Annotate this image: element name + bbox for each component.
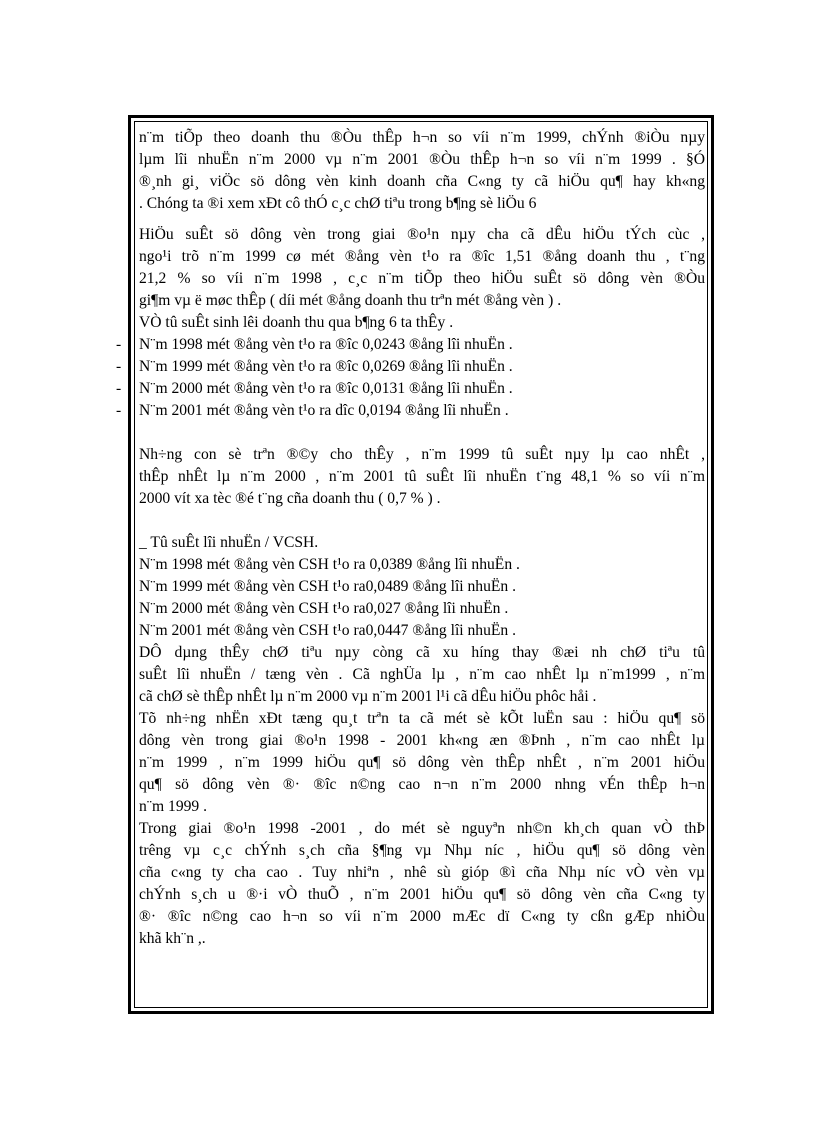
bullet-dash: - <box>116 380 122 397</box>
text-line: N¨m 1998 mét ®ång vèn CSH t¹o ra 0,0389 ®ång lîi nhuËn . <box>139 556 520 573</box>
paragraph-equity-ratio <box>139 532 705 642</box>
list-item <box>116 378 705 400</box>
list-item-text: N¨m 2001 mét ®ång vèn t¹o ra dîc 0,0194 ®ång lîi nhuËn . <box>139 402 509 419</box>
bullet-dash: - <box>116 402 122 419</box>
paragraph-capital-efficiency <box>139 224 705 312</box>
text-line: dông vèn trong giai ®o¹n 1998 - 2001 kh«ng æn ®Þnh , n¨m cao nhÊt lµ <box>139 732 705 749</box>
text-line: 21,2 % so víi n¨m 1998 , c¸c n¨m tiÕp theo hiÖu suÊt sö dông vèn ®Òu <box>139 270 705 287</box>
text-line: n¨m 1999 , n¨m 1999 hiÖu qu¶ sö dông vèn thÊp nhÊt , n¨m 2001 hiÖu <box>139 754 705 771</box>
text-line: lµm lîi nhuËn n¨m 2000 vµ n¨m 2001 ®Òu thÊp h¬n so víi n¨m 1999 . §Ó <box>139 151 705 168</box>
list-item <box>116 334 705 356</box>
text-line: n¨m tiÕp theo doanh thu ®Òu thÊp h¬n so víi n¨m 1999, chÝnh ®iÒu nµy <box>139 129 705 146</box>
text-line: Trong giai ®o¹n 1998 -2001 , do mét sè nguyªn nh©n kh¸ch quan vÒ thÞ <box>139 820 705 837</box>
list-item-text: N¨m 1998 mét ®ång vèn t¹o ra ®îc 0,0243 ®ång lîi nhuËn . <box>139 336 513 353</box>
paragraph-conclusion <box>139 708 705 818</box>
text-line: gi¶m vµ ë møc thÊp ( díi mét ®ång doanh thu trªn mét ®ång vèn ) . <box>139 292 562 309</box>
paragraph-revenue-intro <box>139 127 705 215</box>
text-line: qu¶ sö dông vèn ®· ®îc n©ng cao n¬n n¨m 2000 nhng vÉn thÊp h¬n <box>139 776 705 793</box>
paragraph-profit-observation <box>139 444 705 510</box>
text-line: cã chØ sè thÊp nhÊt lµ n¨m 2000 vµ n¨m 2001 l¹i cã dÊu hiÖu phôc håi . <box>139 688 597 705</box>
list-item <box>116 356 705 378</box>
document-body <box>116 127 705 950</box>
text-line: _ Tû suÊt lîi nhuËn / VCSH. <box>139 534 319 551</box>
text-line: n¨m 1999 . <box>139 798 208 815</box>
paragraph-profit-ratio-heading <box>139 312 705 334</box>
text-line: N¨m 1999 mét ®ång vèn CSH t¹o ra0,0489 ®ång lîi nhuËn . <box>139 578 517 595</box>
paragraph-trend <box>139 642 705 708</box>
text-line: ®¸nh gi¸ viÖc sö dông vèn kinh doanh cña C«ng ty cã hiÖu qu¶ hay kh«ng <box>139 173 705 190</box>
list-item-text: N¨m 1999 mét ®ång vèn t¹o ra ®îc 0,0269 ®ång lîi nhuËn . <box>139 358 513 375</box>
text-line: . Chóng ta ®i xem xÐt cô thÓ c¸c chØ tiªu trong b¶ng sè liÖu 6 <box>139 195 537 212</box>
text-line: N¨m 2000 mét ®ång vèn CSH t¹o ra0,027 ®ång lîi nhuËn . <box>139 600 509 617</box>
text-line: khã kh¨n ,. <box>139 930 206 947</box>
text-line: Nh÷ng con sè trªn ®©y cho thÊy , n¨m 1999 tû suÊt nµy lµ cao nhÊt , <box>139 446 705 463</box>
text-line: ®· ®îc n©ng cao h¬n so víi n¨m 2000 mÆc dï C«ng ty cßn gÆp nhiÒu <box>139 908 705 925</box>
bullet-dash: - <box>116 336 122 353</box>
bullet-dash: - <box>116 358 122 375</box>
paragraph-summary <box>139 818 705 950</box>
text-line: DÔ dµng thÊy chØ tiªu nµy còng cã xu híng thay ®æi nh chØ tiªu tû <box>139 644 705 661</box>
text-line: trêng vµ c¸c chÝnh s¸ch cña §¶ng vµ Nhµ níc , hiÖu qu¶ sö dông vèn <box>139 842 705 859</box>
text-line: thÊp nhÊt lµ n¨m 2000 , n¨m 2001 tû suÊt lîi nhuËn t¨ng 48,1 % so víi n¨m <box>139 468 705 485</box>
list-item-text: N¨m 2000 mét ®ång vèn t¹o ra ®îc 0,0131 ®ång lîi nhuËn . <box>139 380 513 397</box>
text-line: Tõ nh÷ng nhËn xÐt tæng qu¸t trªn ta cã mét sè kÕt luËn sau : hiÖu qu¶ sö <box>139 710 705 727</box>
text-line: VÒ tû suÊt sinh lêi doanh thu qua b¶ng 6 ta thÊy . <box>139 314 454 331</box>
text-line: ngo¹i trõ n¨m 1999 cø mét ®ång vèn t¹o ra ®îc 1,51 ®ång doanh thu , t¨ng <box>139 248 705 265</box>
text-line: 2000 vít xa tèc ®é t¨ng cña doanh thu ( 0,7 % ) . <box>139 490 441 507</box>
text-line: N¨m 2001 mét ®ång vèn CSH t¹o ra0,0447 ®ång lîi nhuËn . <box>139 622 517 639</box>
text-line: cña c«ng ty cha cao . Tuy nhiªn , nhê sù gióp ®ì cña Nhµ níc vÒ vèn vµ <box>139 864 705 881</box>
text-line: HiÖu suÊt sö dông vèn trong giai ®o¹n nµy cha cã dÊu hiÖu tÝch cùc , <box>139 226 705 243</box>
list-item <box>116 400 705 422</box>
text-line: suÊt lîi nhuËn / tæng vèn . Cã nghÜa lµ , n¨m cao nhÊt lµ n¨m1999 , n¨m <box>139 666 705 683</box>
text-line: chÝnh s¸ch u ®·i vÒ thuÕ , n¨m 2001 hiÖu qu¶ sö dông vèn cña C«ng ty <box>139 886 705 903</box>
